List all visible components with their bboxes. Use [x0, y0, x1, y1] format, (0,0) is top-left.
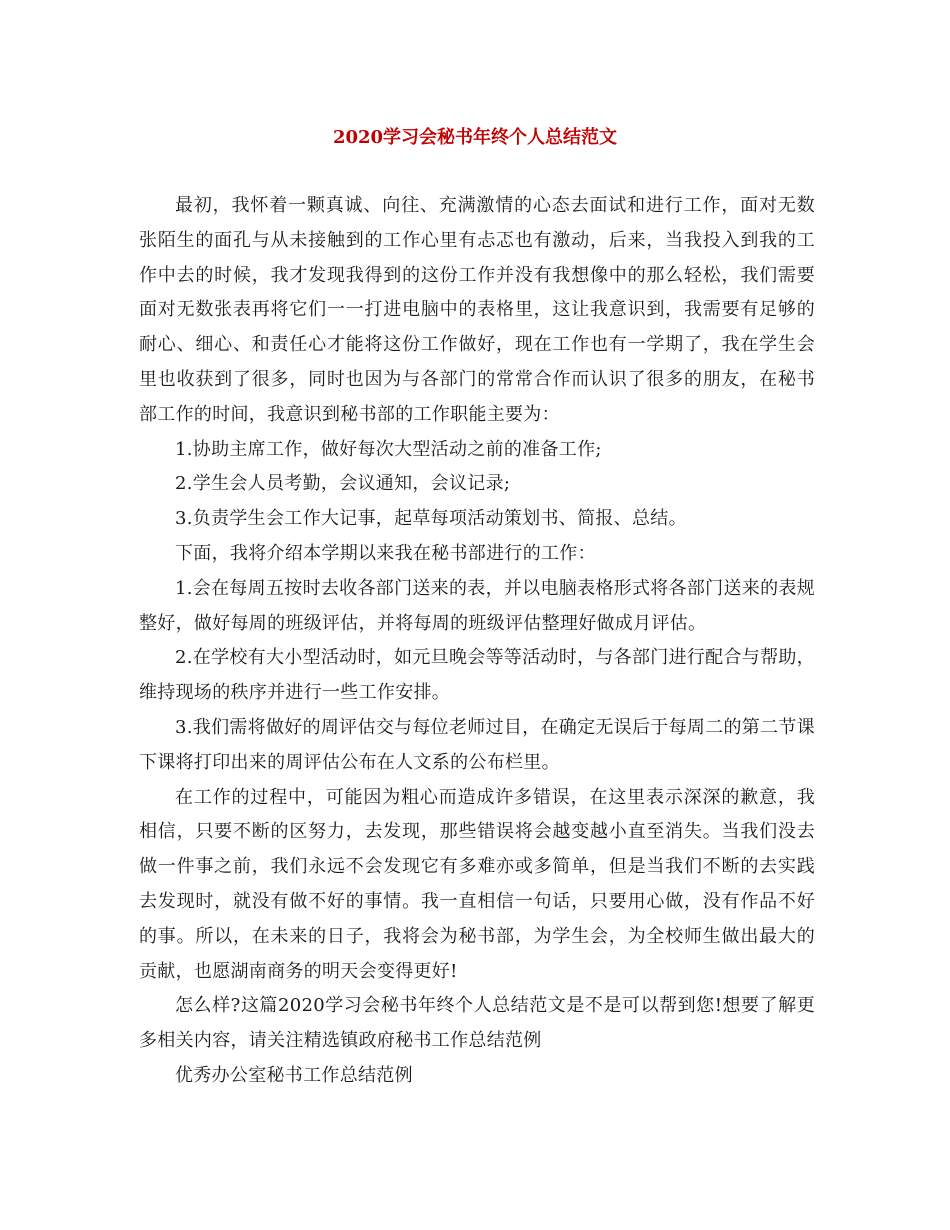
- paragraph-work-intro: 下面，我将介绍本学期以来我在秘书部进行的工作：: [175, 542, 596, 564]
- duty-item-2: 2.学生会人员考勤，会议通知，会议记录;: [175, 473, 511, 495]
- paragraph-promo: 怎么样?这篇2020学习会秘书年终个人总结范文是不是可以帮到您!想要了解更多相关内容，请关注精选镇政府秘书工作总结范例: [139, 995, 815, 1052]
- document-body: [139, 189, 815, 1094]
- paragraph-reflection: 在工作的过程中，可能因为粗心而造成许多错误，在这里表示深深的歉意，我相信，只要不断的区努力，去发现，那些错误将会越变越小直至消失。当我们没去做一件事之前，我们永远不会发现它有多难亦或多简单，但是当我们不断的去实践去发现时，就没有做不好的事情。我一直相信一句话，只要用心做，没有作品不好的事。所以，在未来的日子，我将会为秘书部，为学生会，为全校师生做出最大的贡献，也愿湖南商务的明天会变得更好!: [139, 786, 815, 982]
- paragraph-intro: 最初，我怀着一颗真诚、向往、充满激情的心态去面试和进行工作，面对无数张陌生的面孔与从未接触到的工作心里有忐忑也有激动，后来，当我投入到我的工作中去的时候，我才发现我得到的这份工作并没有我想像中的那么轻松，我们需要面对无数张表再将它们一一打进电脑中的表格里，这让我意识到，我需要有足够的耐心、细心、和责任心才能将这份工作做好，现在工作也有一学期了，我在学生会里也收获到了很多，同时也因为与各部门的常常合作而认识了很多的朋友，在秘书部工作的时间，我意识到秘书部的工作职能主要为：: [139, 195, 815, 425]
- work-item-1: 1.会在每周五按时去收各部门送来的表，并以电脑表格形式将各部门送来的表规整好，做好每周的班级评估，并将每周的班级评估整理好做成月评估。: [139, 577, 815, 634]
- paragraph-related-link: 优秀办公室秘书工作总结范例: [175, 1064, 413, 1086]
- work-item-2: 2.在学校有大小型活动时，如元旦晚会等等活动时，与各部门进行配合与帮助，维持现场的秩序并进行一些工作安排。: [139, 647, 815, 704]
- duty-item-1: 1.协助主席工作，做好每次大型活动之前的准备工作;: [175, 438, 602, 460]
- document-title: 2020学习会秘书年终个人总结范文: [332, 127, 618, 148]
- work-item-3: 3.我们需将做好的周评估交与每位老师过目，在确定无误后于每周二的第二节课下课将打印出来的周评估公布在人文系的公布栏里。: [139, 716, 815, 773]
- duty-item-3: 3.负责学生会工作大记事，起草每项活动策划书、简报、总结。: [175, 508, 687, 530]
